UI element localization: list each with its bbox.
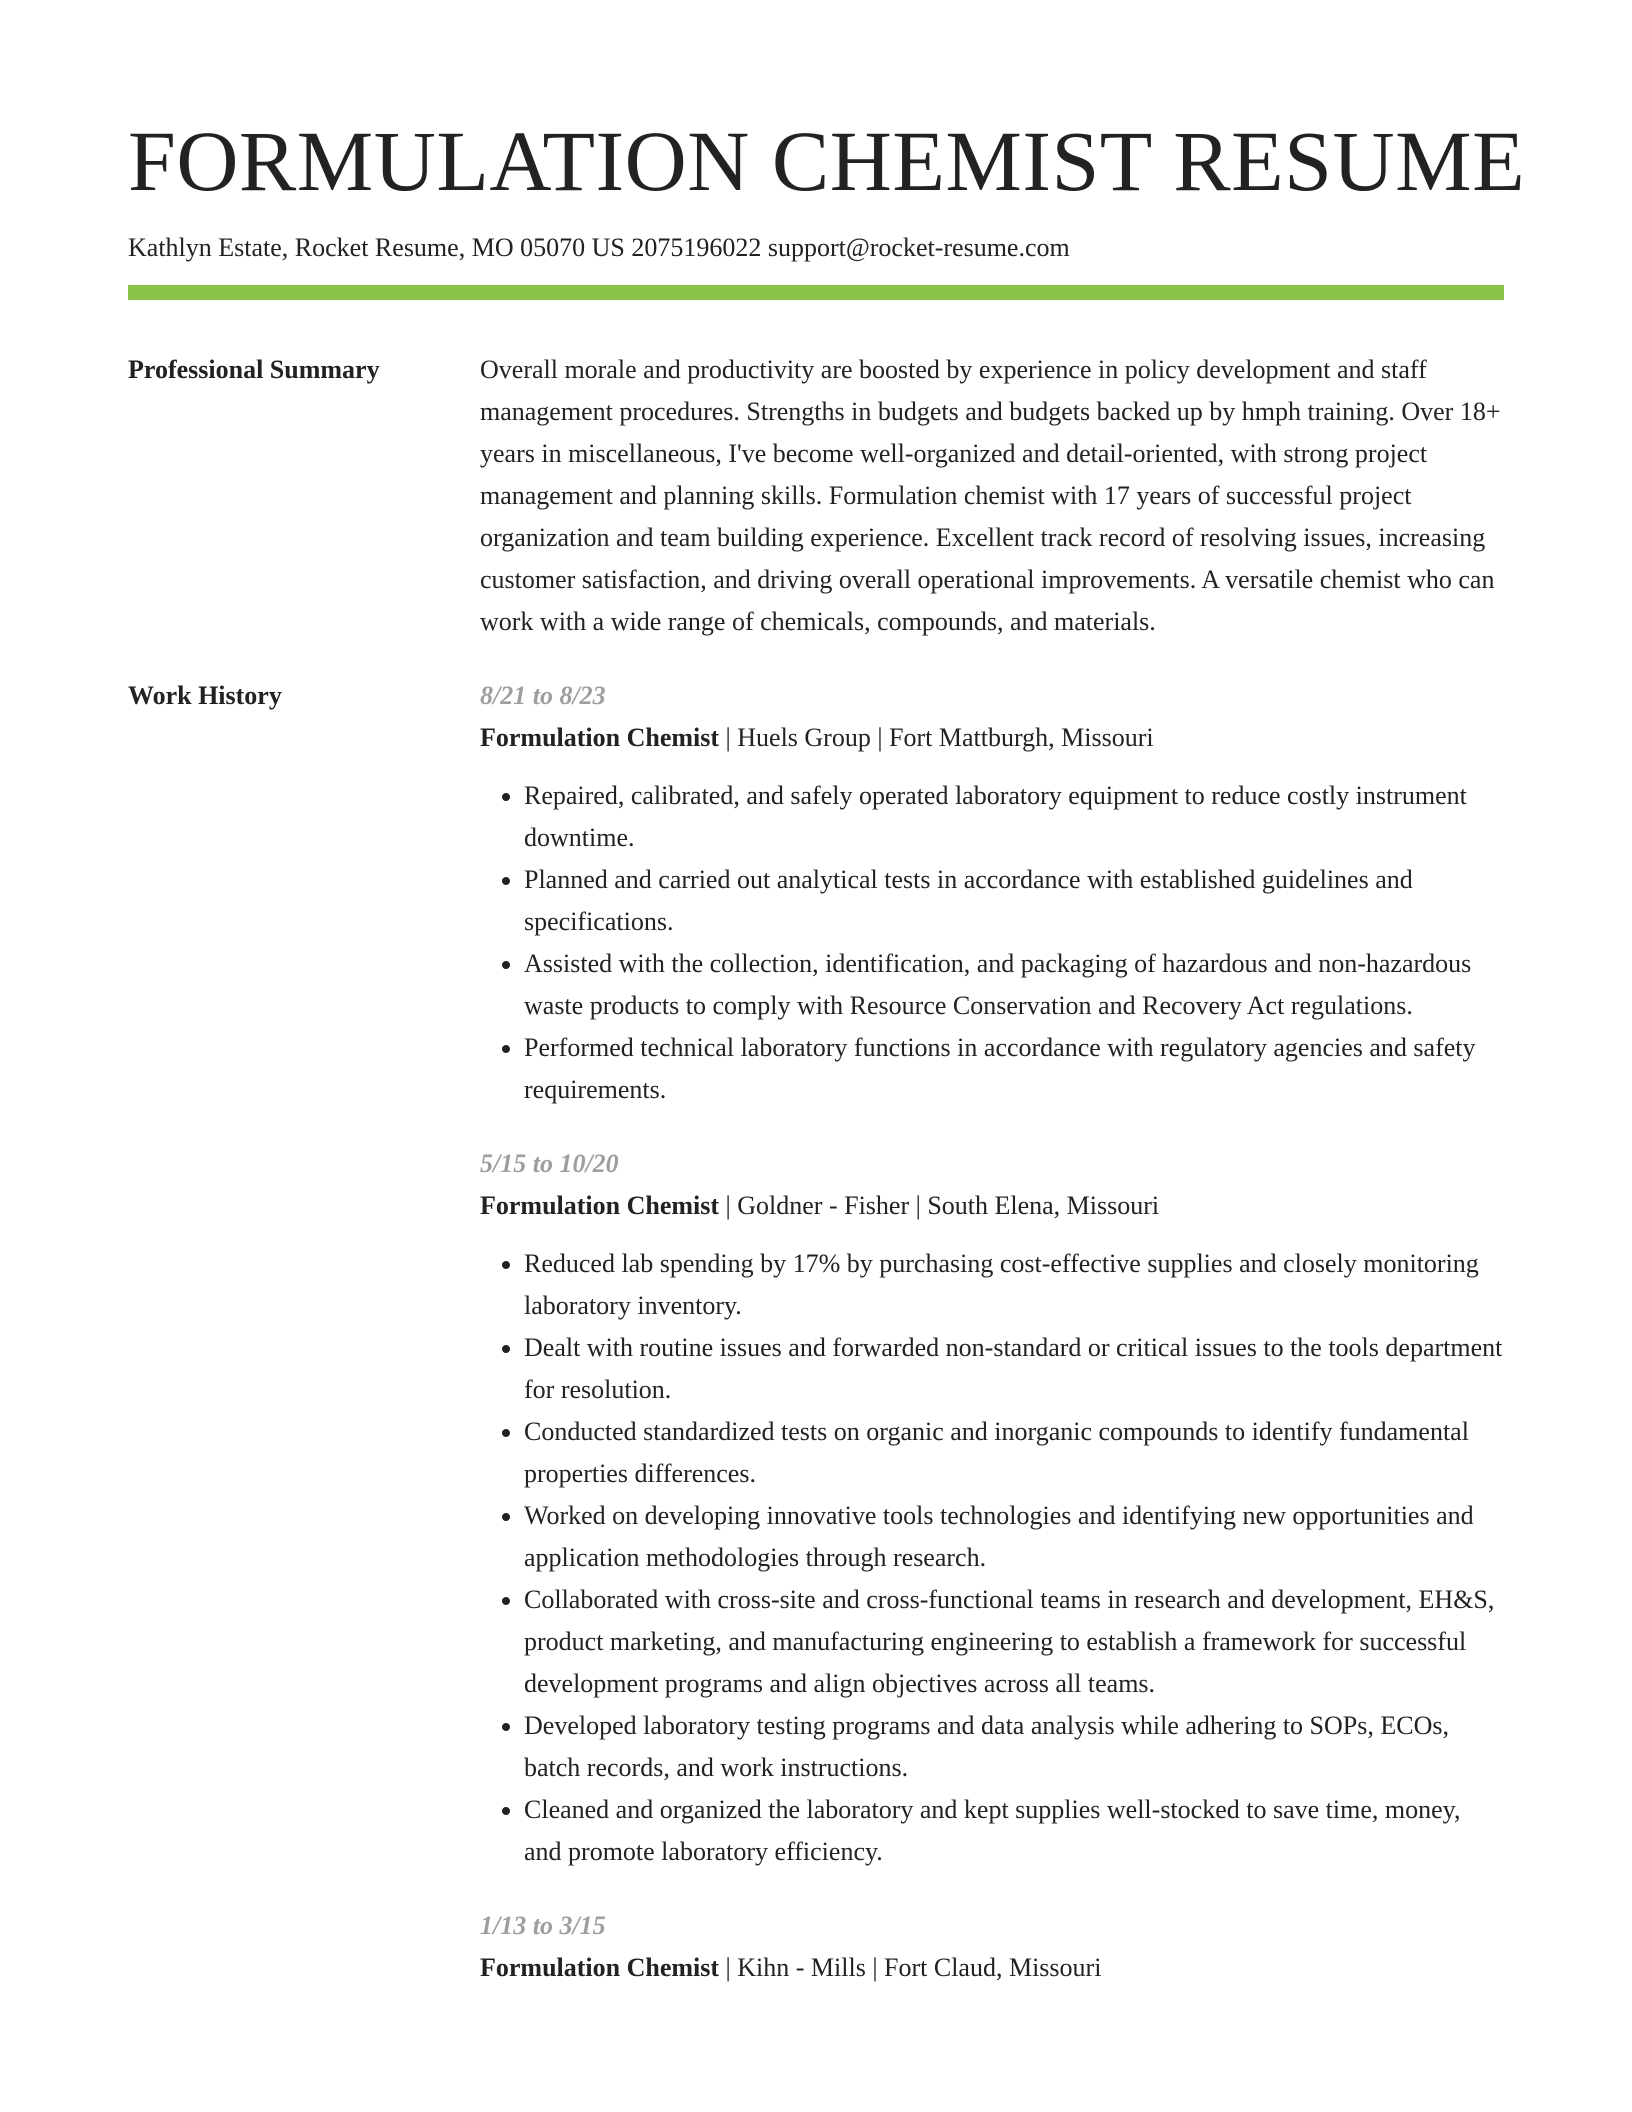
job-bullet: • Assisted with the collection, identification, and packaging of hazardous and non-hazardous waste products to comply with Resource Conservation and Recovery Act regulations. <box>524 943 1504 1027</box>
summary-body <box>480 349 1504 643</box>
accent-divider <box>128 285 1504 300</box>
job-heading <box>480 1185 1504 1227</box>
job-heading <box>480 717 1504 759</box>
job-bullet: • Repaired, calibrated, and safely operated laboratory equipment to reduce costly instrument downtime. <box>524 775 1504 859</box>
job-heading <box>480 1947 1504 1989</box>
job-dates: 5/15 to 10/20 <box>480 1149 619 1179</box>
job-title: Formulation Chemist <box>480 723 720 753</box>
job-bullet: • Dealt with routine issues and forwarded non-standard or critical issues to the tools department for resolution. <box>524 1327 1504 1411</box>
section-heading-summary: Professional Summary <box>128 355 380 385</box>
job-entry <box>480 1143 1504 1873</box>
job-dates: 1/13 to 3/15 <box>480 1911 606 1941</box>
job-employer-location: | Goldner - Fisher | South Elena, Missouri <box>719 1191 1160 1221</box>
work-history-body <box>480 675 1504 1989</box>
job-bullet-list <box>480 775 1504 1111</box>
resume-title: FORMULATION CHEMIST RESUME <box>128 113 1526 209</box>
job-dates: 8/21 to 8/23 <box>480 681 606 711</box>
job-bullet: • Performed technical laboratory functions in accordance with regulatory agencies and safety requirements. <box>524 1027 1504 1111</box>
professional-summary-section <box>128 349 1504 643</box>
work-history-section <box>128 675 1504 1989</box>
job-title: Formulation Chemist <box>480 1953 720 1983</box>
job-entry <box>480 675 1504 1111</box>
job-title: Formulation Chemist <box>480 1191 720 1221</box>
job-bullet: • Worked on developing innovative tools technologies and identifying new opportunities and application methodologies through research. <box>524 1495 1504 1579</box>
contact-line: Kathlyn Estate, Rocket Resume, MO 05070 US 2075196022 support@rocket-resume.com <box>128 233 1070 262</box>
job-employer-location: | Huels Group | Fort Mattburgh, Missouri <box>719 723 1154 753</box>
job-bullet: • Cleaned and organized the laboratory and kept supplies well-stocked to save time, money, and promote laboratory efficiency. <box>524 1789 1504 1873</box>
job-bullet: • Conducted standardized tests on organic and inorganic compounds to identify fundamental properties differences. <box>524 1411 1504 1495</box>
summary-text: Overall morale and productivity are boosted by experience in policy development and staff management procedures. Strengths in budgets and budgets backed up by hmph training. Over 18+ years in miscellaneous, I've become well-organized and detail-oriented, with strong project management and planning skills. Formulation chemist with 17 years of successful project organization and team building experience. Excellent track record of resolving issues, increasing customer satisfaction, and driving overall operational improvements. A versatile chemist who can work with a wide range of chemicals, compounds, and materials. <box>480 355 1501 637</box>
job-bullet: • Reduced lab spending by 17% by purchasing cost-effective supplies and closely monitoring laboratory inventory. <box>524 1243 1504 1327</box>
job-entry <box>480 1905 1504 1989</box>
job-bullet: • Planned and carried out analytical tests in accordance with established guidelines and specifications. <box>524 859 1504 943</box>
job-bullet-list <box>480 1243 1504 1873</box>
job-bullet: • Developed laboratory testing programs and data analysis while adhering to SOPs, ECOs, batch records, and work instructions. <box>524 1705 1504 1789</box>
resume-page <box>128 0 1526 1989</box>
job-employer-location: | Kihn - Mills | Fort Claud, Missouri <box>719 1953 1102 1983</box>
job-bullet: • Collaborated with cross-site and cross-functional teams in research and development, EH&S, product marketing, and manufacturing engineering to establish a framework for successful development programs and align objectives across all teams. <box>524 1579 1504 1705</box>
section-heading-work: Work History <box>128 681 282 711</box>
